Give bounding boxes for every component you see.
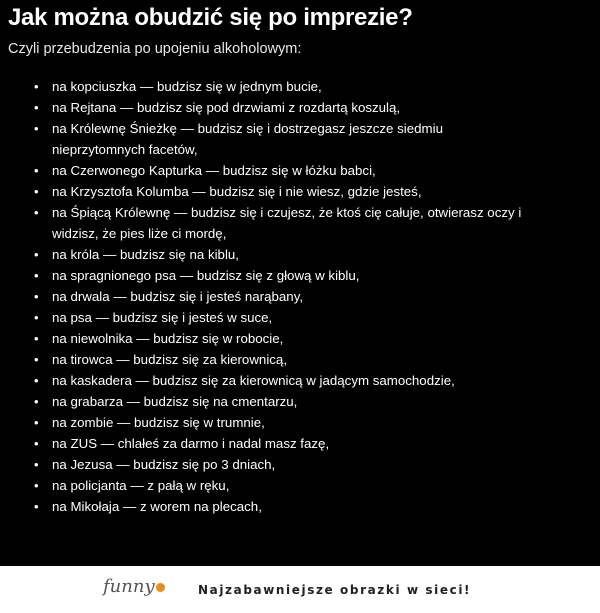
list-item: • na Śpiącą Królewnę — budzisz się i czujesz, że ktoś cię całuje, otwierasz oczy i widzisz, że pies liże ci mordę, — [34, 202, 596, 244]
list-item: • na kaskadera — budzisz się za kierownicą w jadącym samochodzie, — [34, 370, 596, 391]
list-item: • na niewolnika — budzisz się w robocie, — [34, 328, 596, 349]
list-item: • na grabarza — budzisz się na cmentarzu, — [34, 391, 596, 412]
site-logo[interactable] — [103, 576, 165, 597]
list-item: • na tirowca — budzisz się za kierownicą, — [34, 349, 596, 370]
site-footer — [0, 566, 600, 613]
page-title: Jak można obudzić się po imprezie? — [8, 4, 413, 31]
list-item: • na Jezusa — budzisz się po 3 dniach, — [34, 454, 596, 475]
list-item: • na Krzysztofa Kolumba — budzisz się i nie wiesz, gdzie jesteś, — [34, 181, 596, 202]
site-tagline: Najzabawniejsze obrazki w sieci! — [198, 583, 472, 597]
subtitle: Czyli przebudzenia po upojeniu alkoholowym: — [8, 41, 302, 57]
logo-dot-icon — [156, 583, 165, 592]
list-item: • na psa — budzisz się i jesteś w suce, — [34, 307, 596, 328]
list-item: • na kopciuszka — budzisz się w jednym bucie, — [34, 76, 596, 97]
list-item: • na spragnionego psa — budzisz się z głową w kiblu, — [34, 265, 596, 286]
list-item: • na Rejtana — budzisz się pod drzwiami z rozdartą koszulą, — [34, 97, 596, 118]
logo-text: funny — [103, 576, 155, 597]
list-item: • na drwala — budzisz się i jesteś narąbany, — [34, 286, 596, 307]
list-item: • na króla — budzisz się na kiblu, — [34, 244, 596, 265]
list-item: • na Czerwonego Kapturka — budzisz się w łóżku babci, — [34, 160, 596, 181]
list-item: • na Królewnę Śnieżkę — budzisz się i dostrzegasz jeszcze siedmiu nieprzytomnych facetów, — [34, 118, 596, 160]
list-item: • na policjanta — z pałą w ręku, — [34, 475, 596, 496]
list-item: • na Mikołaja — z worem na plecach, — [34, 496, 596, 517]
list-item: • na ZUS — chlałeś za darmo i nadal masz fazę, — [34, 433, 596, 454]
list-item: • na zombie — budzisz się w trumnie, — [34, 412, 596, 433]
wakeup-list — [34, 76, 596, 517]
